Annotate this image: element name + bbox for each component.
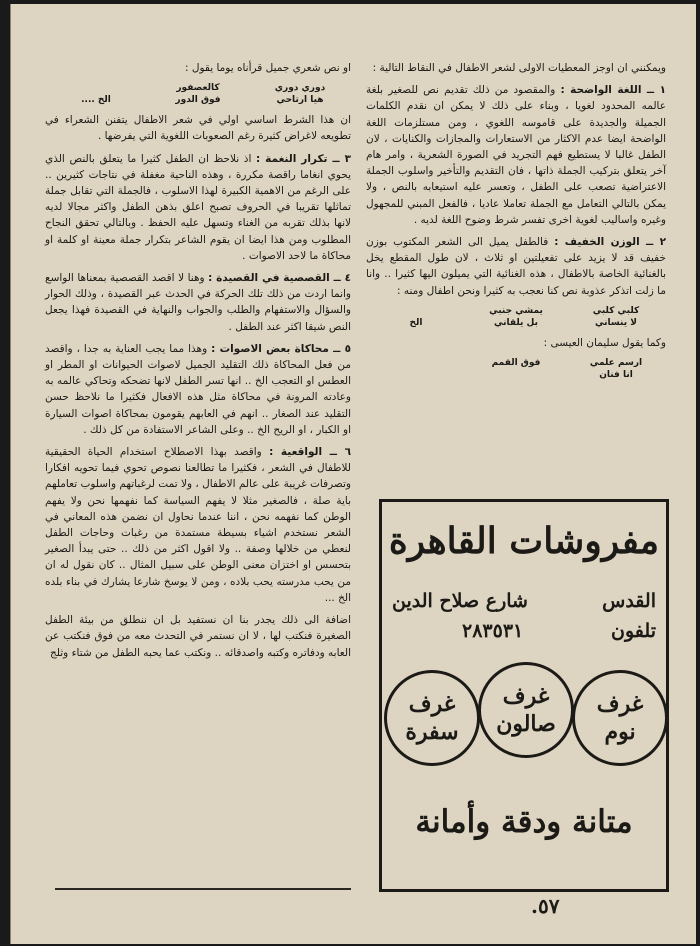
section-narrative xyxy=(45,270,351,335)
section-title: ٥ ــ محاكاة بعض الاصوات : xyxy=(211,342,352,355)
ad-slogan: متانة ودقة وأمانة xyxy=(415,804,633,840)
section-title: ٦ ــ الواقعية : xyxy=(269,446,351,459)
right-column xyxy=(366,60,666,387)
dining-circle xyxy=(384,670,480,766)
circle-label: غرف xyxy=(408,691,456,717)
section-realism xyxy=(45,444,351,606)
section-text: فالطفل يميل الى الشعر المكتوب بوزن خفيف قد لا يزيد على تفعيلتين او ثلاث ، لان طول المقطع يخل بالغنائية الخاصة بالاطفال ، هذه الغنائية التي يميلون اليها كثيرا .. وانا ما زلت اتذكر عذوبة نص كنا نعجب به كثيرا ونحن اطفال ومنه : xyxy=(366,236,666,297)
section-text: وهنا لا اقصد القصصية بمعناها الواسع وانما اردت من ذلك تلك الحركة في الحدث عبر القصيدة ، وذلك الحوار والسؤال والاستفهام والطلب والجواب والنهاية في القصيدة فهذا يجعل النص شيقا اكثر عند الطفل . xyxy=(45,272,351,333)
poem-intro: وكما يقول سليمان العيسى : xyxy=(543,336,666,349)
page-number: ٥٧. xyxy=(531,894,560,918)
left-column xyxy=(45,60,351,667)
ad-phone-number: ٢٨٣٥٣١ xyxy=(462,620,524,642)
section-text: اذ نلاحظ ان الطفل كثيرا ما يتعلق بالنص الذي يحوي انغاما راقصة مكررة ، وهذه الناحية مغفلة في نتاجات كثيرين .. على الرغم من الاهمية الكبيرة لهذا الاسلوب ، فالجملة التي تقابل جملة تماثلها تقريبا في الحروف تصبح اعلق بذهن الطفل واكثر مجالا لديه لانها بذلك تقربه من الغناء وتسهل عليه الحفظ . وبالتالي تحقق النجاح المطلوب ومن هذا ايضا ان يقوم الشاعر بتكرار جملة معينة او كلمة او محاكاة ما لاحد الاصوات . xyxy=(45,152,351,262)
section-text: واقصد بهذا الاصطلاح استخدام الحياة الحقيقية للاطفال في الشعر ، فكثيرا ما تطالعنا نصوص تحوي فيما تحويه افكارا وتصرفات غريبة على عالم الاطفال ، ولا تمت لرغباتهم واسلوب تعاملهم باية صلة ، فالصغير مثلا لا يفهم السياسة كما نفهمها نحن ولا يفهم الوطن كما نفهمه نحن ، اننا عندما نحاول ان نضمن هذه المعاني في الشعر نستخدم اشياء بسيطة مستمدة من رغبات وحاجات الطفل لنعطي من خلالها وصفة .. ولا اقول اكثر من ذلك .. حتى يبدأ الصغير بتحسس او اختزان معنى الوطن على سبيل المثال .. كان نقول له ان من يحب مدرسته يحب بلاده ، ومن لا يوسخ شارعا يشارك في بناء بلده الخ ... xyxy=(45,446,351,604)
bedroom-circle xyxy=(572,670,668,766)
section-title: ٢ ــ الوزن الخفيف : xyxy=(554,236,666,249)
circle-label: غرف xyxy=(596,691,644,717)
section-text: والمقصود من ذلك تقديم نص للصغير بلغة عالمه المحدود لغويا ، وبناء على ذلك لا يمكن ان نقدم الكلمات الجميلة والجديدة على قاموسه اللغوي ، ومن مستلزمات اللغة الواضحة ايضا عدم الاكثار من الاستعارات والمجازات والكنايات ، لان الطفل غالبا لا يستطيع فهم التجريد في الصورة الشعرية ، وامر هام آخر يتعلق بتركيب الجملة ذاتها ، فان التقديم والتأخير واسلوب الجملة الاعتراضية تصعب على الطفل ، وتعسر عليه استيعابه بالنص ، ولا يمكن بالتالي التعامل مع الجملة تعاملا عاديا ، فالفعل المبني للمجهول وغيره واساليب لغوية اخرى تفسر شرط وضوح اللغة لديه . xyxy=(366,84,666,226)
section-repetition xyxy=(45,151,351,264)
ad-phone-row xyxy=(392,620,656,642)
ad-phone-label: تلفون xyxy=(611,620,656,642)
poem-line: دوري دوري xyxy=(274,83,326,94)
column-divider xyxy=(55,888,351,890)
poem-line: يمشي جنبي xyxy=(489,305,543,316)
ad-street: شارع صلاح الدين xyxy=(392,590,528,612)
section-title: ٤ ــ القصصية في القصيدة : xyxy=(208,272,352,285)
paragraph: ان هذا الشرط اساسي اولي في شعر الاطفال يتفنن الشعراء في تطويعه لاغراض كثيرة رغم الصعوبات اللغوية التي يفرضها . xyxy=(45,114,351,143)
section-clear-language xyxy=(366,82,666,228)
poem-line: كالعصفور xyxy=(176,83,220,94)
poem-line: كلبي كلبي xyxy=(592,305,640,316)
section-light-meter xyxy=(366,234,666,299)
poem-line: فوق القمم xyxy=(491,358,541,369)
magazine-page xyxy=(10,4,696,944)
poem-line: الخ xyxy=(409,317,423,328)
poem-dawri xyxy=(45,82,351,106)
section-sound-imitation xyxy=(45,341,351,438)
ad-address xyxy=(392,590,656,612)
furniture-advertisement xyxy=(379,499,669,892)
ad-location: القدس xyxy=(602,590,656,612)
section-title: ١ ــ اللغة الواضحة : xyxy=(560,84,666,97)
circle-label: صالون xyxy=(496,711,556,737)
circle-label: غرف xyxy=(502,683,550,709)
poem-alami xyxy=(366,357,666,381)
section-text: وهذا مما يجب العناية به جدا ، واقصد من فعل المحاكاة ذلك التقليد الجميل لاصوات الحيوانات او المطر او العطس او التعجب الخ .. انها تسر الطفل لانها تضحكه وتحاكي عالمه به وعادته المرونة في محاكاة مثل هذه الافعال فكثيرا ما نلاحظ حسن التقليد عند الصغار .. انهم في العابهم يقومون بمحاكاة اصوات السيارة او الكبار ، او الريح الخ .. وعلى الشاعر الاستفادة من كل ذلك . xyxy=(45,342,351,436)
poem-kalbi xyxy=(366,305,666,329)
poem-line: لا ينساني xyxy=(595,317,637,328)
poem-line: بل يلقاني xyxy=(494,317,538,328)
poem-line: هيا ارتاحي xyxy=(276,95,324,106)
poem-line: ارسم علمي xyxy=(589,358,643,369)
ad-title: مفروشات القاهرة xyxy=(388,520,660,562)
circle-label: نوم xyxy=(604,719,636,745)
poem-line: فوق الدور xyxy=(175,95,221,106)
paragraph: اضافة الى ذلك يجدر بنا ان نستفيد بل ان ننطلق من بيئة الطفل الصغيرة فنكتب لها ، لا ان نستمر في التحدث معه من فوق فنكتب عن العابه ودفاتره وكتبه واصدقائه .. ونكتب عما يحبه الطفل من شتاء وثلج xyxy=(45,614,351,659)
intro-paragraph: ويمكنني ان اوجز المعطيات الاولى لشعر الاطفال في النقاط التالية : xyxy=(372,62,666,74)
salon-circle xyxy=(478,662,574,758)
section-title: ٣ ــ تكرار النغمة : xyxy=(256,152,351,165)
intro-paragraph: او نص شعري جميل قرأناه يوما يقول : xyxy=(184,62,351,74)
poem-line: انا فنان xyxy=(599,370,633,381)
poem-line: الخ .... xyxy=(81,95,111,106)
circle-label: سفرة xyxy=(405,719,459,745)
